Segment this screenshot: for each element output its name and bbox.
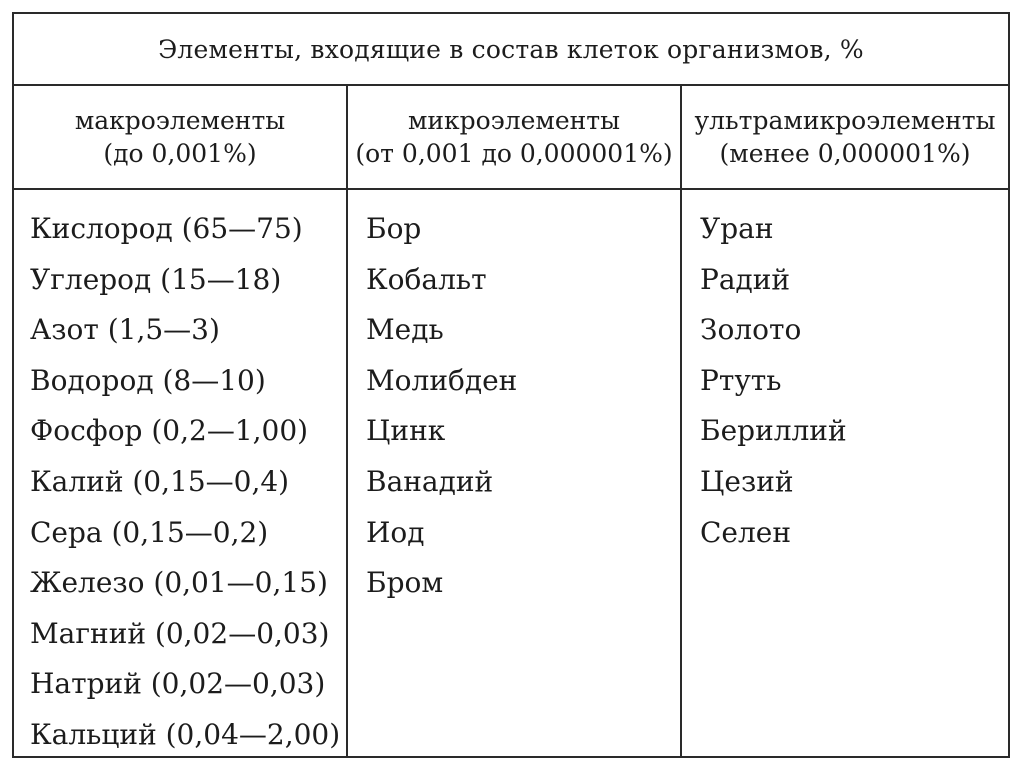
list-item: Кислород (65—75): [30, 212, 303, 245]
column-header-microelements: [348, 86, 680, 190]
list-item: Углерод (15—18): [30, 262, 282, 296]
list-item: Уран: [700, 212, 774, 245]
list-item: Бериллий: [700, 414, 847, 448]
column-header-range: (менее 0,000001%): [719, 139, 971, 168]
column-header-ultramicroelements: [682, 86, 1008, 190]
list-item: Фосфор (0,2—1,00): [30, 414, 309, 448]
elements-table: [12, 12, 1010, 758]
table-title-row: [14, 14, 1008, 86]
column-macroelements: [14, 86, 348, 756]
column-ultramicroelements: [682, 86, 1008, 756]
list-item: Иод: [366, 515, 425, 549]
list-item: Золото: [700, 313, 802, 347]
macroelements-list: [14, 190, 346, 761]
list-item: Селен: [700, 515, 792, 549]
list-item: Ртуть: [700, 363, 782, 397]
list-item: Бром: [366, 566, 444, 600]
list-item: Радий: [700, 262, 791, 296]
list-item: Водород (8—10): [30, 363, 266, 397]
column-microelements: [348, 86, 682, 756]
list-item: Молибден: [366, 363, 518, 397]
column-header-range: (до 0,001%): [103, 139, 257, 168]
column-header-name: макроэлементы: [74, 106, 286, 135]
list-item: Азот (1,5—3): [30, 313, 220, 347]
list-item: Кобальт: [366, 262, 487, 296]
list-item: Магний (0,02—0,03): [30, 616, 330, 650]
list-item: Цинк: [366, 414, 446, 448]
column-header-macroelements: [14, 86, 346, 190]
list-item: Бор: [366, 212, 422, 245]
ultramicroelements-list: [682, 190, 1008, 558]
list-item: Натрий (0,02—0,03): [30, 667, 326, 701]
column-header-name: микроэлементы: [407, 106, 621, 135]
list-item: Кальций (0,04—2,00): [30, 717, 341, 751]
column-header-range: (от 0,001 до 0,000001%): [355, 139, 673, 168]
microelements-list: [348, 190, 680, 609]
list-item: Ванадий: [366, 464, 494, 498]
list-item: Сера (0,15—0,2): [30, 515, 269, 549]
list-item: Калий (0,15—0,4): [30, 464, 290, 498]
list-item: Железо (0,01—0,15): [30, 566, 328, 600]
list-item: Медь: [366, 313, 444, 347]
list-item: Цезий: [700, 464, 794, 498]
table-title: Элементы, входящие в состав клеток организмов, %: [158, 34, 864, 64]
column-header-name: ультрамикроэлементы: [694, 106, 996, 135]
